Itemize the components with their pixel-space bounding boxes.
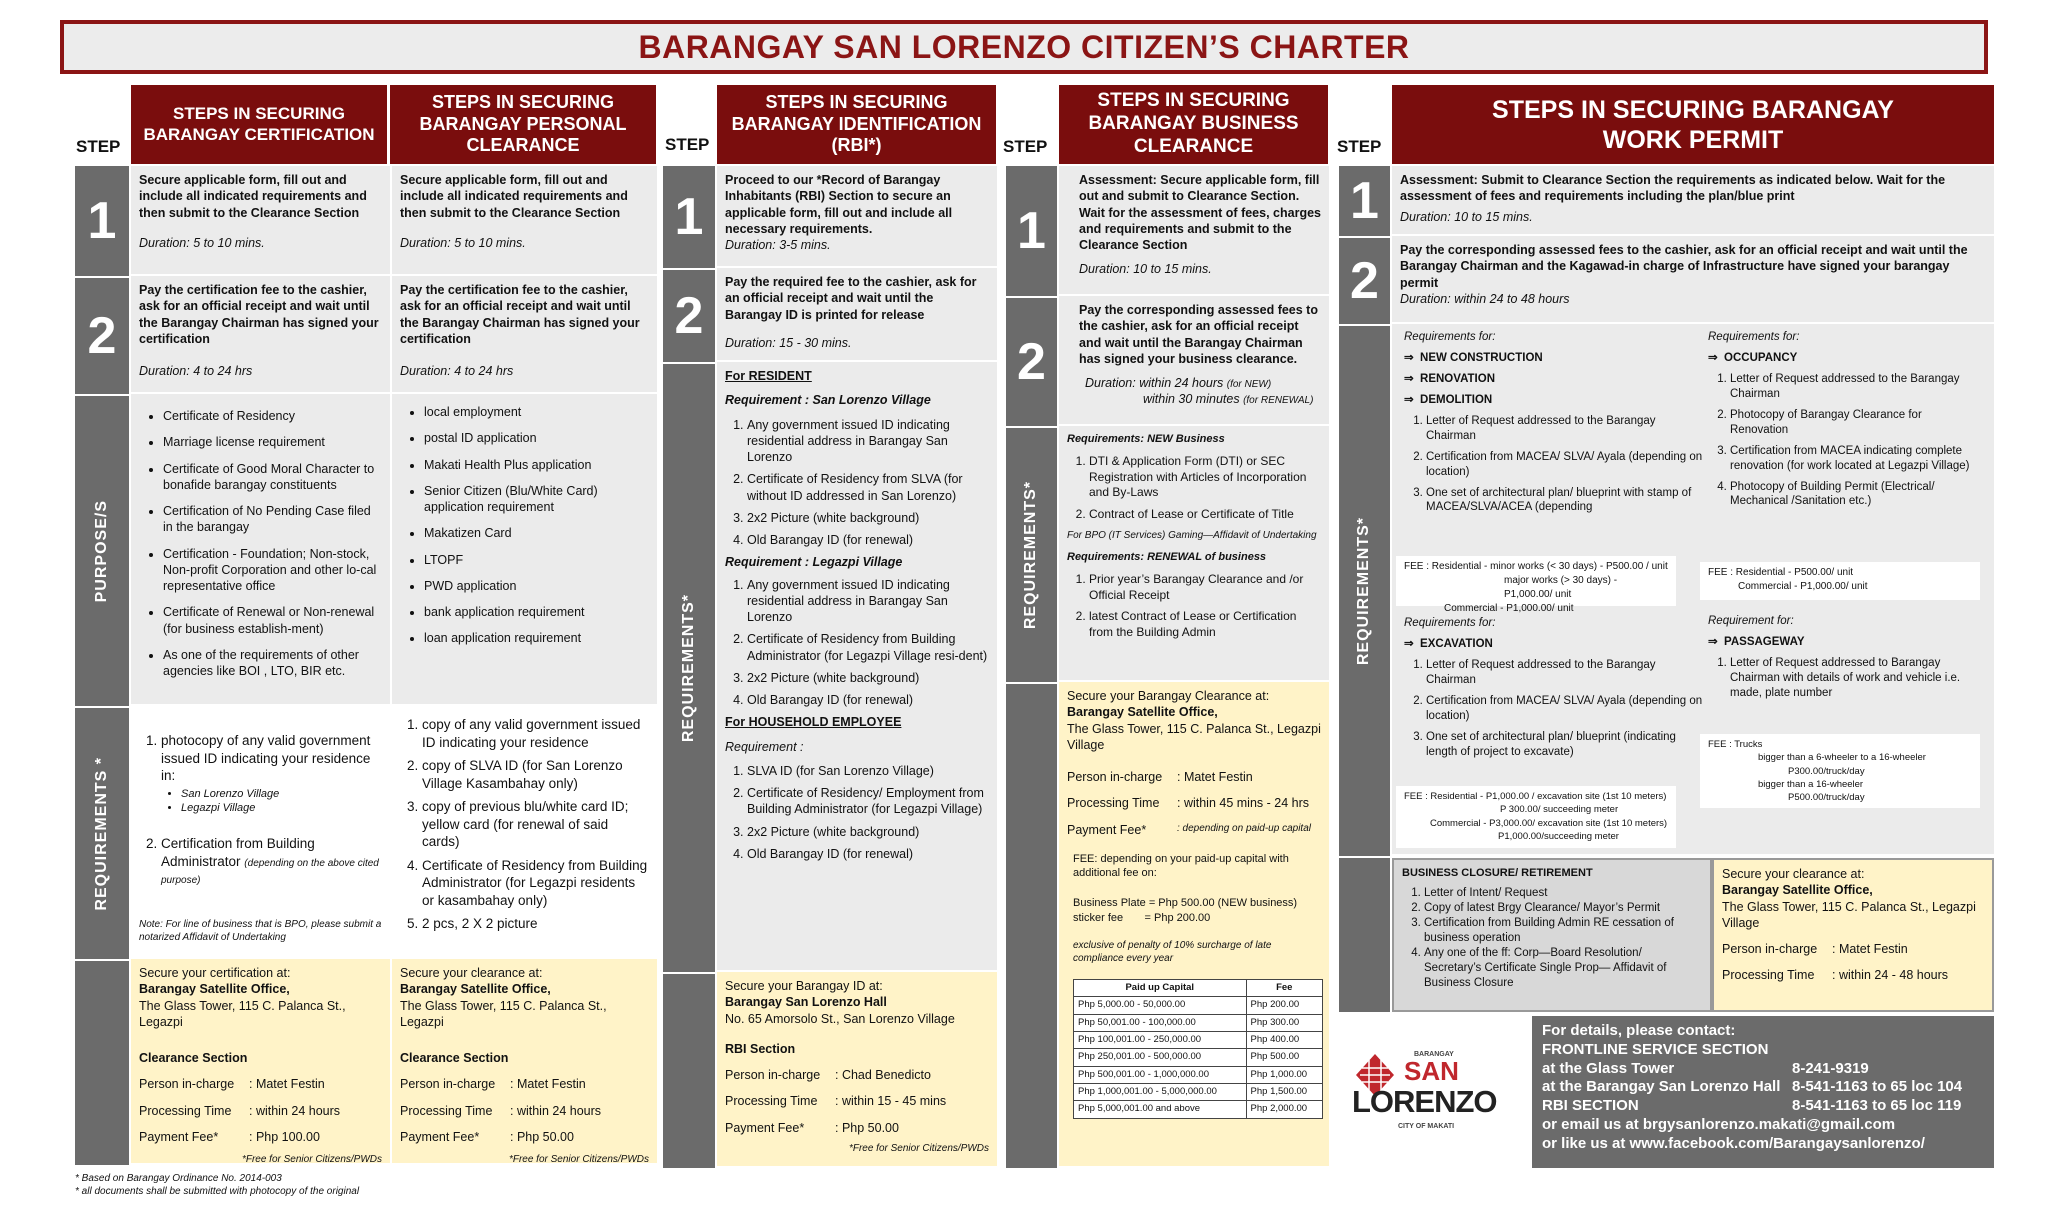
email-link[interactable]: or email us at brgysanlorenzo.makati@gmail.com	[1542, 1115, 1896, 1133]
table-row: Php 500,001.00 - 1,000,000.00 Php 1,000.00	[1074, 1066, 1323, 1083]
footnotes: * Based on Barangay Ordinance No. 2014-003 * all documents shall be submitted with photocopy of the original	[75, 1173, 360, 1197]
cert-office: Secure your certification at: Barangay Satellite Office, The Glass Tower, 115 C. Palanca St., Legazpi Clearance Section Person in-charge : Matet Festin Processing Time : within 24 hours Payment Fee* : Php 100.00 *Free for Senior Citizens/PWDs	[131, 959, 390, 1165]
table-row: Php 250,001.00 - 500,000.00 Php 500.00	[1074, 1049, 1323, 1066]
page-title: BARANGAY SAN LORENZO CITIZEN’S CHARTER	[60, 20, 1988, 74]
facebook-link[interactable]: or like us at www.facebook.com/Barangaysanlorenzo/	[1542, 1134, 1925, 1152]
step-label: STEP	[665, 135, 710, 154]
work-fee-box: FEE : Residential - P500.00/ unit Commercial - P1,000.00/ unit	[1700, 562, 1980, 600]
business-step1: Assessment: Secure applicable form, fill out and submit to Clearance Section. Wait for the assessment of fees, charges and requirements and submit to the Clearance Section Duration: 10 to 15 mins.	[1059, 166, 1329, 296]
step-number: 2	[663, 268, 715, 362]
table-row: Php 50,001.00 - 100,000.00 Php 300.00	[1074, 1014, 1323, 1031]
side-filler	[75, 959, 129, 1165]
work-fee-box: FEE : Residential - P1,000.00 / excavation site (1st 10 meters) P 300.00/ succeeding meter Commercial - P3,000.00/ excavation site (1st 10 meters) P1,000.00/succeeding meter	[1396, 786, 1676, 848]
step-number: 1	[75, 166, 129, 276]
step-number: 2	[1006, 296, 1057, 426]
table-row: Php 5,000,001.00 and above Php 2,000.00	[1074, 1101, 1323, 1118]
side-label: REQUIREMENTS*	[663, 362, 715, 972]
side-label: REQUIREMENTS*	[1339, 324, 1390, 856]
step-label: STEP	[1337, 137, 1382, 156]
business-closure: BUSINESS CLOSURE/ RETIREMENT 1. Letter of Intent/ Request 2. Copy of latest Brgy Clearance/ Mayor’s Permit 3. Certification from Building Admin RE cessation of business operation 4. Any one of the ff: Corp—Board Resolution/ Secretary’s Certificate Single Prop— Affidavit of Business Closure	[1392, 858, 1712, 1012]
personal-step2: Pay the certification fee to the cashier, ask for an official receipt and wait until the Barangay Chairman has signed your certification Duration: 4 to 24 hrs	[392, 276, 657, 394]
step-number: 2	[1339, 236, 1390, 324]
contact-box: For details, please contact: FRONTLINE SERVICE SECTION at the Glass Tower 8-241-9319 at the Barangay San Lorenzo Hall 8-541-1163 to 65 loc 104 RBI SECTION 8-541-1163 to 65 loc 119 or email us at brgysanlorenzo.makati@gmail.com or like us at www.facebook.com/Barangaysanlorenzo/	[1532, 1016, 1994, 1168]
logo-text: SAN	[1404, 1056, 1459, 1086]
rbi-step1: Proceed to our *Record of Barangay Inhabitants (RBI) Section to secure an applicable form, fill out and include all necessary requirements. Duration: 3-5 mins.	[717, 166, 997, 268]
side-filler	[1006, 682, 1057, 1168]
table-row: Php 5,000.00 - 50,000.00 Php 200.00	[1074, 997, 1323, 1014]
header-work-permit: STEPS IN SECURING BARANGAY WORK PERMIT	[1392, 85, 1994, 164]
step-number: 1	[663, 166, 715, 268]
personal-purposes: • local employment • postal ID application • Makati Health Plus application • Senior Citizen (Blu/White Card) application requirement • Makatizen Card • LTOPF • PWD application • bank application requirement • loan application requirement	[392, 394, 657, 706]
work-step2: Pay the corresponding assessed fees to the cashier, ask for an official receipt and wait until the Barangay Chairman and the Kagawad-in charge of Infrastructure have signed your barangay permit Duration: within 24 to 48 hours	[1392, 236, 1994, 324]
header-certification: STEPS IN SECURING BARANGAY CERTIFICATION	[131, 85, 387, 164]
header-business-clearance: STEPS IN SECURING BARANGAY BUSINESS CLEARANCE	[1059, 85, 1328, 164]
barangay-logo	[1352, 1038, 1512, 1134]
step-number: 1	[1339, 166, 1390, 236]
personal-office: Secure your clearance at: Barangay Satellite Office, The Glass Tower, 115 C. Palanca St., Legazpi Clearance Section Person in-charge : Matet Festin Processing Time : within 24 hours Payment Fee* : Php 50.00 *Free for Senior Citizens/PWDs	[392, 959, 657, 1165]
rbi-step2: Pay the required fee to the cashier, ask for an official receipt and wait until the Barangay ID is printed for release Duration: 15 - 30 mins.	[717, 268, 997, 362]
step-label: STEP	[1003, 137, 1048, 156]
work-step1: Assessment: Submit to Clearance Section the requirements as indicated below. Wait for the assessment of fees and requirements including the plan/blue print Duration: 10 to 15 mins.	[1392, 166, 1994, 236]
work-office: Secure your clearance at: Barangay Satellite Office, The Glass Tower, 115 C. Palanca St., Legazpi Village Person in-charge : Matet Festin Processing Time : within 24 - 48 hours	[1712, 858, 1994, 1012]
step-number: 2	[75, 276, 129, 394]
business-fee-table: Paid up Capital Fee Php 5,000.00 - 50,000.00 Php 200.00 Php 50,001.00 - 100,000.00 Php 300.00 Php 100,001.00 - 250,000.00 Php 400.00 Php 250,001.00 - 500,000.00 Php 500.00 Php 500,001.00 - 1,000,000.00 Php 1,000.00 Php 1,000,001.00 - 5,000,000.00 Php 1,500.00 Php 5,000,001.00 and above Php 2,000.00	[1073, 979, 1323, 1119]
logo-text: LORENZO	[1352, 1084, 1497, 1119]
header-rbi: STEPS IN SECURING BARANGAY IDENTIFICATION (RBI*)	[717, 85, 996, 164]
cert-requirements: 1. photocopy of any valid government issued ID indicating your residence in: • San Lorenzo Village • Legazpi Village 2. Certification from Building Administrator (depending on the above cited purpose) Note: For line of business that is BPO, please submit a notarized Affidavit of Undertaking	[131, 706, 390, 959]
table-row: Php 1,000,001.00 - 5,000,000.00 Php 1,500.00	[1074, 1084, 1323, 1101]
cert-step2: Pay the certification fee to the cashier, ask for an official receipt and wait until the Barangay Chairman has signed your certification Duration: 4 to 24 hrs	[131, 276, 390, 394]
header-personal-clearance: STEPS IN SECURING BARANGAY PERSONAL CLEARANCE	[390, 85, 656, 164]
side-label: REQUIREMENTS*	[1006, 426, 1057, 682]
personal-requirements: 1. copy of any valid government issued ID indicating your residence 2. copy of SLVA ID (for San Lorenzo Village Kasambahay only) 3. copy of previous blu/white card ID; yellow card (for renewal of said cards) 4. Certificate of Residency from Building Administrator (for Legazpi residents or kasambahay only) 5. 2 pcs, 2 X 2 picture	[392, 706, 657, 959]
logo-text: CITY OF MAKATI	[1398, 1123, 1455, 1130]
rbi-office: Secure your Barangay ID at: Barangay San Lorenzo Hall No. 65 Amorsolo St., San Lorenzo Village RBI Section Person in-charge : Chad Benedicto Processing Time : within 15 - 45 mins Payment Fee* : Php 50.00 *Free for Senior Citizens/PWDs	[717, 972, 997, 1168]
side-filler	[1339, 856, 1390, 1012]
step-label: STEP	[76, 137, 121, 156]
step-number: 1	[1006, 166, 1057, 296]
cert-step1: Secure applicable form, fill out and include all indicated requirements and then submit to the Clearance Section Duration: 5 to 10 mins.	[131, 166, 390, 276]
table-row: Php 100,001.00 - 250,000.00 Php 400.00	[1074, 1031, 1323, 1048]
side-label: PURPOSE/S	[75, 394, 129, 706]
business-requirements: Requirements: NEW Business 1. DTI & Application Form (DTI) or SEC Registration with Articles of Incorporation and By-Laws 2. Contract of Lease or Certificate of Title For BPO (IT Services) Gaming—Affidavit of Undertaking Requirements: RENEWAL of business 1. Prior year’s Barangay Clearance and /or Official Receipt 2. latest Contract of Lease or Certification from the Building Admin	[1059, 426, 1329, 682]
personal-step1: Secure applicable form, fill out and include all indicated requirements and then submit to the Clearance Section Duration: 5 to 10 mins.	[392, 166, 657, 276]
side-label: REQUIREMENTS *	[75, 706, 129, 959]
work-fee-box: FEE : Trucks bigger than a 6-wheeler to a 16-wheeler P300.00/truck/day bigger than a 16-wheeler P500.00/truck/day	[1700, 734, 1980, 808]
cert-purposes: • Certificate of Residency • Marriage license requirement • Certificate of Good Moral Character to bonafide barangay constituents • Certification of No Pending Case filed in the barangay • Certification - Foundation; Non-stock, Non-profit Corporation and other lo-cal representative office • Certificate of Renewal or Non-renewal (for business establish-ment) • As one of the requirements of other agencies like BOI , LTO, BIR etc.	[131, 394, 390, 706]
work-requirements: Requirements for: ⇒ NEW CONSTRUCTION ⇒ RENOVATION ⇒ DEMOLITION 1. Letter of Request addressed to the Barangay Chairman 2. Certification from MACEA/ SLVA/ Ayala (depending on location) 3. One set of architectural plan/ blueprint with stamp of MACEA/SLVA/ACEA (depending FEE : Residential - minor works (< 30 days) - P500.00 / unit major works (> 30 days) - P1,000.00/ unit Commercial - P1,000.00/ unit Requirements for: ⇒ EXCAVATION 1. Letter of Request addressed to the Barangay Chairman 2. Certification from MACEA/ SLVA/ Ayala (depending on location) 3. One set of architectural plan/ blueprint (indicating length of project to excavate) FEE : Residential - P1,000.00 / excavation site (1st 10 meters) P 300.00/ succeeding meter Commercial - P3,000.00/ excavation site (1st 10 meters) P1,000.00/succeeding meter Requirements for: ⇒ OCCUPANCY 1. Letter of Request addressed to the Barangay Chairman 2. Photocopy of Barangay Clearance for Renovation 3. Certification from MACEA indicating complete renovation (for work located at Legazpi Village) 4. Photocopy of Building Permit (Electrical/ Mechanical /Sanitation etc.) FEE : Residential - P500.00/ unit Commercial - P1,000.00/ unit Requirement for: ⇒ PASSAGEWAY 1. Letter of Request addressed to Barangay Chairman with details of work and vehicle i.e. made, plate number FEE : Trucks bigger than a 6-wheeler to a 16-wheeler P300.00/truck/day bigger than a 16-wheeler P500.00/truck/day	[1392, 324, 1994, 856]
logo-text: BARANGAY	[1414, 1051, 1454, 1058]
business-step2: Pay the corresponding assessed fees to the cashier, ask for an official receipt and wait until the Barangay Chairman has signed your business clearance. Duration: within 24 hours (for NEW) within 30 minutes (for RENEWAL)	[1059, 296, 1329, 426]
work-fee-box: FEE : Residential - minor works (< 30 days) - P500.00 / unit major works (> 30 days) - P1,000.00/ unit Commercial - P1,000.00/ unit	[1396, 556, 1676, 606]
business-office: Secure your Barangay Clearance at: Barangay Satellite Office, The Glass Tower, 115 C. Palanca St., Legazpi Village Person in-charge : Matet Festin Processing Time : within 45 mins - 24 hrs Payment Fee* : depending on paid-up capital FEE: depending on your paid-up capital with additional fee on: Business Plate = Php 500.00 (NEW business) sticker fee = Php 200.00 exclusive of penalty of 10% surcharge of late compliance every year Paid up Capital Fee Php 5,000.00 - 50,000.00 Php 200.00 Php 50,001.00 - 100,000.00 Php 300.00 Php 100,001.00 - 250,000.00 Php 400.00 Php 250,001.00 - 500,000.00 Php 500.00 Php 500,001.00 - 1,000,000.00 Php 1,000.00 Php 1,000,001.00 - 5,000,000.00 Php 1,500.00 Php 5,000,001.00 and above Php 2,000.00	[1059, 682, 1329, 1168]
side-filler	[663, 972, 715, 1168]
rbi-requirements: For RESIDENT Requirement : San Lorenzo Village 1. Any government issued ID indicating residential address in Barangay San Lorenzo 2. Certificate of Residency from SLVA (for without ID addressed in San Lorenzo) 3. 2x2 Picture (white background) 4. Old Barangay ID (for renewal) Requirement : Legazpi Village 1. Any government issued ID indicating residential address in Barangay San Lorenzo 2. Certificate of Residency from Building Administrator (for Legazpi Village resi-dent) 3. 2x2 Picture (white background) 4. Old Barangay ID (for renewal) For HOUSEHOLD EMPLOYEE Requirement : 1. SLVA ID (for San Lorenzo Village) 2. Certificate of Residency/ Employment from Building Administrator (for Legazpi Village) 3. 2x2 Picture (white background) 4. Old Barangay ID (for renewal)	[717, 362, 997, 972]
